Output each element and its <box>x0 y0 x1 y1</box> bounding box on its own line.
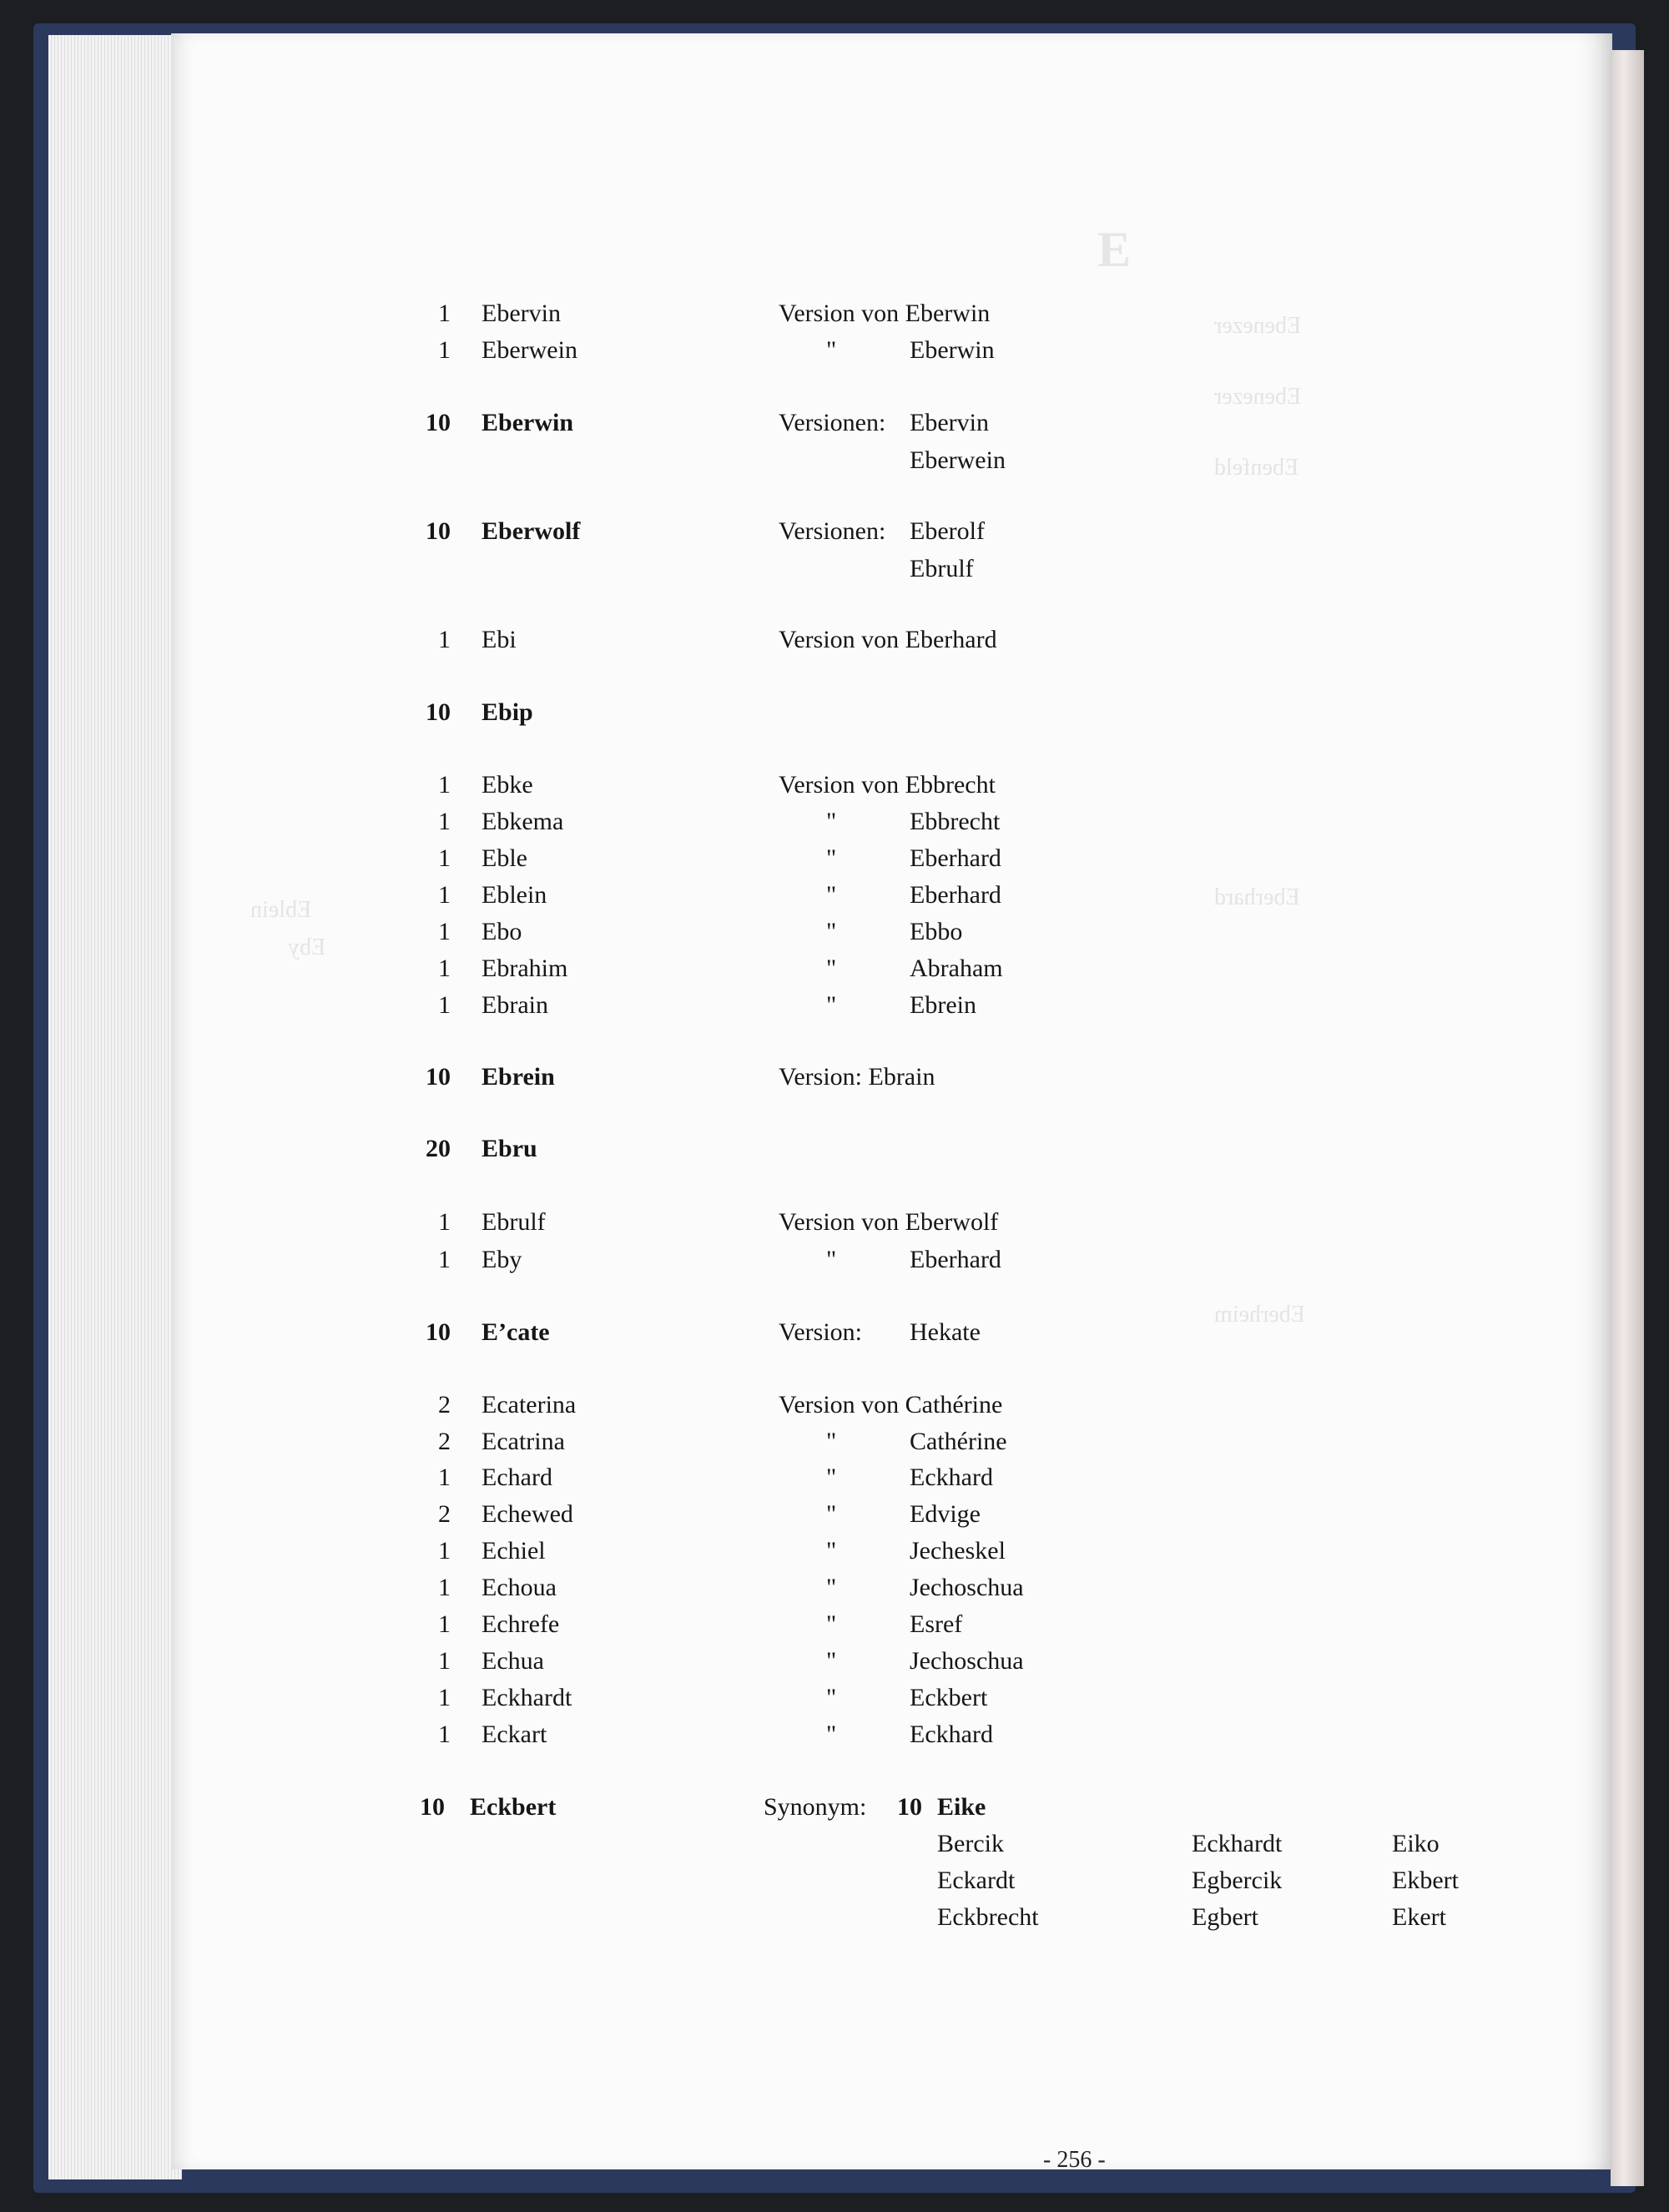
ditto-mark: " <box>826 1537 837 1565</box>
synonym-name: Eiko <box>1392 1830 1440 1857</box>
entry-frequency: 1 <box>438 336 451 364</box>
entry-name: Ebip <box>482 698 533 726</box>
ditto-mark: " <box>826 1428 837 1455</box>
ditto-mark: " <box>826 1464 837 1491</box>
entry-reference: Eckbert <box>910 1684 988 1711</box>
entry-reference: Eberhard <box>910 881 1001 909</box>
entry-name: Eberwin <box>482 409 574 436</box>
entry-frequency: 1 <box>438 1574 451 1601</box>
entry-name: E’cate <box>482 1318 550 1346</box>
entry-frequency: 1 <box>438 300 451 327</box>
entry-relation: Versionen: <box>779 517 886 545</box>
entry-reference: Eckhard <box>910 1464 993 1491</box>
ditto-mark: " <box>826 1647 837 1675</box>
entry-reference: Eberhard <box>910 844 1001 872</box>
entry-relation: Version von Eberwin <box>779 300 991 327</box>
entry-name: Eckbert <box>470 1793 557 1821</box>
show-through-text: Eberhard <box>1214 884 1300 910</box>
page-edges <box>48 35 182 2179</box>
entry-name: Ebrein <box>482 1063 555 1091</box>
entry-frequency: 10 <box>426 409 451 436</box>
entry-frequency: 10 <box>426 698 451 726</box>
show-through-text: Ebenezer <box>1214 313 1302 339</box>
entry-reference: Jechoschua <box>910 1574 1024 1601</box>
entry-name: Eby <box>482 1246 522 1273</box>
entry-name: Ebervin <box>482 300 561 327</box>
entry-name: Echewed <box>482 1500 573 1528</box>
entry-name: Ecatrina <box>482 1428 565 1455</box>
entry-name: Ebru <box>482 1135 537 1162</box>
ditto-mark: " <box>826 1684 837 1711</box>
synonym-name: Bercik <box>937 1830 1004 1857</box>
synonym-name: Ekert <box>1392 1903 1446 1931</box>
synonym-name: Egbercik <box>1192 1867 1283 1894</box>
entry-reference: Eberwein <box>910 446 1006 474</box>
entry-reference: Eberwin <box>910 336 995 364</box>
entry-frequency: 1 <box>438 844 451 872</box>
entry-relation: Version: Ebrain <box>779 1063 935 1091</box>
entry-frequency: 10 <box>426 1063 451 1091</box>
entry-name: Echiel <box>482 1537 546 1565</box>
entry-reference: Ebbo <box>910 918 963 945</box>
entry-name: Eckhardt <box>482 1684 572 1711</box>
ditto-mark: " <box>826 881 837 909</box>
entry-frequency: 1 <box>438 1208 451 1236</box>
entry-frequency: 1 <box>438 1246 451 1273</box>
synonym-name: Eckbrecht <box>937 1903 1039 1931</box>
entry-frequency: 1 <box>438 991 451 1019</box>
entry-reference: Jechoschua <box>910 1647 1024 1675</box>
show-through-text: Ebenezer <box>1214 384 1302 410</box>
entry-frequency: 10 <box>426 1318 451 1346</box>
page-number: - 256 - <box>1043 2147 1106 2169</box>
entry-name: Eberwolf <box>482 517 581 545</box>
entry-frequency: 1 <box>438 626 451 653</box>
entry-frequency: 1 <box>438 918 451 945</box>
entry-frequency: 2 <box>438 1428 451 1455</box>
synonym-name: Eike <box>937 1793 986 1821</box>
entry-frequency: 1 <box>438 1684 451 1711</box>
show-through-text: Eblein <box>250 897 312 923</box>
entry-frequency: 1 <box>438 1721 451 1748</box>
entry-reference: Esref <box>910 1610 963 1638</box>
entry-reference: Jecheskel <box>910 1537 1006 1565</box>
ditto-mark: " <box>826 991 837 1019</box>
ditto-mark: " <box>826 1500 837 1528</box>
entry-reference: Ebervin <box>910 409 989 436</box>
show-through-text: Eby <box>288 935 326 960</box>
entry-reference: Abraham <box>910 955 1003 982</box>
entry-name: Echoua <box>482 1574 557 1601</box>
entry-frequency: 1 <box>438 1537 451 1565</box>
facing-page-edge <box>1611 50 1644 2186</box>
show-through-text: Eberheim <box>1214 1302 1305 1328</box>
entry-relation: Version: <box>779 1318 862 1346</box>
synonym-name: Egbert <box>1192 1903 1258 1931</box>
entry-name: Ecaterina <box>482 1391 577 1418</box>
show-through-letter: E <box>1097 222 1132 277</box>
entry-reference: Ebrulf <box>910 555 974 582</box>
entry-reference: Eberhard <box>910 1246 1001 1273</box>
book-page <box>171 33 1612 2169</box>
entry-name: Ebrain <box>482 991 548 1019</box>
entry-frequency: 10 <box>420 1793 445 1821</box>
entry-relation: Synonym: <box>764 1793 867 1821</box>
entry-relation: Version von Eberhard <box>779 626 997 653</box>
entry-relation: Version von Cathérine <box>779 1391 1003 1418</box>
ditto-mark: " <box>826 918 837 945</box>
entry-name: Echrefe <box>482 1610 560 1638</box>
entry-frequency: 1 <box>438 808 451 835</box>
entry-name: Ebke <box>482 771 533 799</box>
ditto-mark: " <box>826 844 837 872</box>
entry-frequency: 1 <box>438 955 451 982</box>
entry-frequency: 20 <box>426 1135 451 1162</box>
entry-reference: Eberolf <box>910 517 985 545</box>
entry-frequency: 1 <box>438 1647 451 1675</box>
entry-reference: Ebrein <box>910 991 976 1019</box>
ditto-mark: " <box>826 1246 837 1273</box>
entry-name: Echua <box>482 1647 544 1675</box>
show-through-text: Ebenfeld <box>1214 455 1299 481</box>
ditto-mark: " <box>826 955 837 982</box>
entry-frequency: 1 <box>438 771 451 799</box>
entry-name: Eble <box>482 844 527 872</box>
ditto-mark: " <box>826 1610 837 1638</box>
entry-relation: Versionen: <box>779 409 886 436</box>
entry-name: Ebi <box>482 626 517 653</box>
entry-reference: Ebbrecht <box>910 808 1001 835</box>
entry-reference: Cathérine <box>910 1428 1007 1455</box>
entry-name: Echard <box>482 1464 552 1491</box>
entry-reference: Edvige <box>910 1500 981 1528</box>
entry-frequency: 1 <box>438 1464 451 1491</box>
entry-relation: Version von Ebbrecht <box>779 771 996 799</box>
entry-name: Eberwein <box>482 336 577 364</box>
entry-name: Ebrahim <box>482 955 568 982</box>
entry-name: Ebkema <box>482 808 564 835</box>
entry-name: Eblein <box>482 881 547 909</box>
synonym-name: Eckhardt <box>1192 1830 1283 1857</box>
synonym-frequency: 10 <box>897 1793 922 1821</box>
entry-frequency: 2 <box>438 1391 451 1418</box>
synonym-name: Ekbert <box>1392 1867 1459 1894</box>
entry-relation: Version von Eberwolf <box>779 1208 999 1236</box>
ditto-mark: " <box>826 1721 837 1748</box>
ditto-mark: " <box>826 808 837 835</box>
entry-reference: Eckhard <box>910 1721 993 1748</box>
ditto-mark: " <box>826 1574 837 1601</box>
entry-reference: Hekate <box>910 1318 981 1346</box>
entry-frequency: 10 <box>426 517 451 545</box>
ditto-mark: " <box>826 336 837 364</box>
synonym-name: Eckardt <box>937 1867 1016 1894</box>
entry-frequency: 1 <box>438 1610 451 1638</box>
entry-name: Ebrulf <box>482 1208 546 1236</box>
entry-name: Ebo <box>482 918 522 945</box>
entry-frequency: 1 <box>438 881 451 909</box>
entry-name: Eckart <box>482 1721 547 1748</box>
entry-frequency: 2 <box>438 1500 451 1528</box>
